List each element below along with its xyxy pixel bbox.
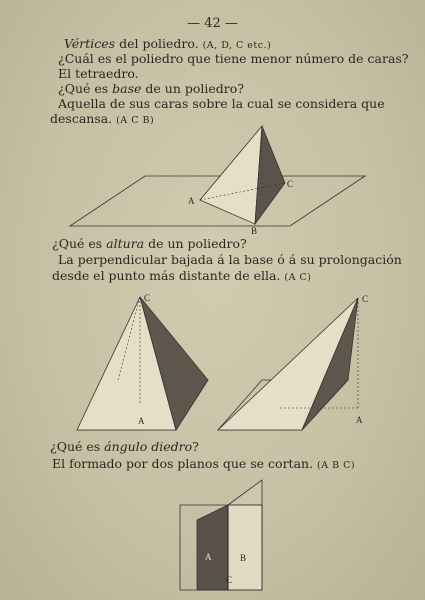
plane-a-dark bbox=[197, 505, 228, 590]
question-fewest-faces: ¿Cuál es el poliedro que tiene menor número de caras? bbox=[58, 51, 409, 66]
answer-dihedral-text: El formado por dos planos que se cortan. bbox=[52, 456, 318, 471]
base-term: base bbox=[112, 81, 142, 96]
fig1-label-a: A bbox=[188, 196, 195, 206]
question-dihedral-post: ? bbox=[192, 439, 199, 454]
dihedral-term: ángulo diedro bbox=[104, 439, 193, 454]
fig3-label-c: C bbox=[362, 294, 369, 304]
height-term: altura bbox=[106, 236, 145, 251]
fig4-label-b: B bbox=[240, 553, 247, 563]
vertices-term: Vértices bbox=[64, 36, 116, 51]
question-base-pre: ¿Qué es bbox=[58, 81, 113, 96]
answer-dihedral-ref: (A B C) bbox=[317, 460, 356, 471]
fig3-label-a: A bbox=[356, 415, 363, 425]
answer-base-text: descansa. bbox=[50, 111, 117, 126]
vertices-ref: (A, D, C etc.) bbox=[202, 40, 272, 51]
fig4-label-a: A bbox=[205, 552, 212, 562]
fig2-label-a: A bbox=[138, 416, 145, 426]
question-height-post: de un poliedro? bbox=[144, 236, 247, 251]
vertices-text: del poliedro. bbox=[115, 36, 203, 51]
answer-tetrahedron: El tetraedro. bbox=[58, 66, 139, 81]
question-dihedral-pre: ¿Qué es bbox=[50, 439, 105, 454]
answer-height-text: desde el punto más distante de ella. bbox=[52, 268, 285, 283]
question-height-pre: ¿Qué es bbox=[52, 236, 107, 251]
question-base-post: de un poliedro? bbox=[141, 81, 244, 96]
fig4-label-c: C bbox=[226, 575, 233, 585]
fig1-label-b: B bbox=[251, 226, 258, 236]
answer-height-ref: (A C) bbox=[284, 272, 312, 283]
plane-b-light bbox=[228, 505, 262, 590]
page-number: — 42 — bbox=[187, 16, 238, 31]
answer-height-line1: La perpendicular bajada á la base ó á su prolongación bbox=[58, 252, 402, 267]
fig2-label-c: C bbox=[144, 293, 151, 303]
fig1-label-c: C bbox=[287, 179, 294, 189]
answer-base-ref: (A C B) bbox=[116, 115, 155, 126]
answer-base-line1: Aquella de sus caras sobre la cual se considera que bbox=[58, 96, 385, 111]
